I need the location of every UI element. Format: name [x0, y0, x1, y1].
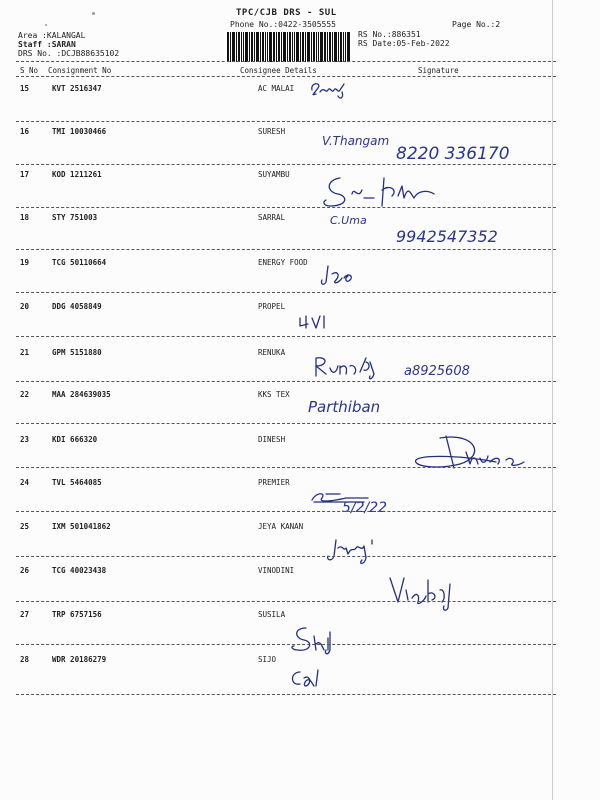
row-sno: 26	[20, 566, 30, 575]
signature-mark	[406, 430, 546, 476]
row-consignment: STY 751003	[52, 213, 98, 222]
row-consignee: RENUKA	[258, 348, 286, 357]
row-consignee: SUYAMBU	[258, 170, 290, 179]
row-divider	[16, 249, 556, 250]
signature-mark	[286, 622, 346, 656]
scan-edge	[552, 0, 553, 800]
row-consignee: PREMIER	[258, 478, 290, 487]
row-consignee: SIJO	[258, 655, 277, 664]
row-consignment: IXM 501041862	[52, 522, 111, 531]
row-sno: 20	[20, 302, 30, 311]
handwritten-name: Parthiban	[308, 398, 381, 416]
signature-mark	[308, 78, 358, 100]
row-consignee: SUSILA	[258, 610, 286, 619]
row-consignment: DDG 4058849	[52, 302, 102, 311]
document-title: TPC/CJB DRS - SUL	[236, 8, 337, 18]
row-divider	[16, 423, 556, 424]
row-divider	[16, 336, 556, 337]
row-divider	[16, 467, 556, 468]
drs-number: DRS No. :DCJB88635102	[18, 49, 120, 58]
signature-mark	[318, 262, 362, 290]
row-divider	[16, 164, 556, 165]
row-sno: 22	[20, 390, 30, 399]
column-header-consignment: Consignment No	[48, 66, 112, 75]
row-divider	[16, 556, 556, 557]
row-consignee: PROPEL	[258, 302, 286, 311]
row-consignment: GPM 5151880	[52, 348, 102, 357]
row-sno: 16	[20, 127, 30, 136]
scan-speck	[92, 12, 95, 15]
row-consignment: KOD 1211261	[52, 170, 102, 179]
handwritten-name: V.Thangam	[322, 134, 390, 148]
page-number: Page No.:2	[452, 20, 501, 29]
row-consignee: AC MALAI	[258, 84, 295, 93]
row-consignment: KDI 666320	[52, 435, 98, 444]
row-sno: 18	[20, 213, 30, 222]
row-divider	[16, 121, 556, 122]
header-divider	[16, 61, 556, 62]
signature-mark	[318, 172, 468, 210]
area-field: Area :KALANGAL	[18, 31, 86, 40]
handwritten-phone: 8220 336170	[396, 144, 510, 164]
row-divider	[16, 601, 556, 602]
handwritten-name: C.Uma	[330, 214, 367, 227]
signature-mark	[286, 664, 330, 692]
signature-mark	[296, 312, 330, 332]
row-consignee: ENERGY FOOD	[258, 258, 308, 267]
row-consignment: TCG 40023438	[52, 566, 107, 575]
row-sno: 28	[20, 655, 30, 664]
column-header-sno: S No	[20, 66, 39, 75]
scan-speck	[45, 24, 47, 26]
handwritten-phone: 9942547352	[396, 227, 498, 246]
signature-mark	[322, 534, 388, 574]
barcode	[227, 32, 350, 62]
row-sno: 21	[20, 348, 30, 357]
row-divider	[16, 511, 556, 512]
signature-mark	[310, 352, 398, 384]
row-divider	[16, 381, 556, 382]
row-consignment: WDR 20186279	[52, 655, 107, 664]
row-consignee: VINODINI	[258, 566, 295, 575]
rs-number: RS No.:886351	[358, 30, 421, 39]
rs-date: RS Date:05-Feb-2022	[358, 39, 450, 48]
row-divider	[16, 694, 556, 695]
row-consignment: TRP 6757156	[52, 610, 102, 619]
row-consignment: TCG 50110664	[52, 258, 107, 267]
row-divider	[16, 207, 556, 208]
row-sno: 15	[20, 84, 30, 93]
row-consignee: KKS TEX	[258, 390, 290, 399]
row-consignment: KVT 2516347	[52, 84, 102, 93]
phone-number: Phone No.:0422-3505555	[230, 20, 336, 29]
column-header-signature: Signature	[418, 66, 459, 75]
row-consignment: MAA 284639035	[52, 390, 111, 399]
row-consignment: TMI 10030466	[52, 127, 107, 136]
handwritten-phone: a8925608	[404, 364, 470, 379]
column-header-consignee: Consignee Details	[240, 66, 317, 75]
row-sno: 17	[20, 170, 30, 179]
row-sno: 24	[20, 478, 30, 487]
row-sno: 27	[20, 610, 30, 619]
row-sno: 23	[20, 435, 30, 444]
header-divider	[16, 76, 556, 77]
signature-mark	[384, 572, 464, 612]
staff-field: Staff :SARAN	[18, 40, 76, 49]
handwritten-date: 5/2/22	[342, 500, 388, 516]
row-consignee: SURESH	[258, 127, 286, 136]
row-consignee: JEYA KANAN	[258, 522, 304, 531]
row-sno: 19	[20, 258, 30, 267]
row-divider	[16, 644, 556, 645]
row-consignment: TVL 5464085	[52, 478, 102, 487]
row-consignee: SARRAL	[258, 213, 286, 222]
row-consignee: DINESH	[258, 435, 286, 444]
row-divider	[16, 292, 556, 293]
row-sno: 25	[20, 522, 30, 531]
